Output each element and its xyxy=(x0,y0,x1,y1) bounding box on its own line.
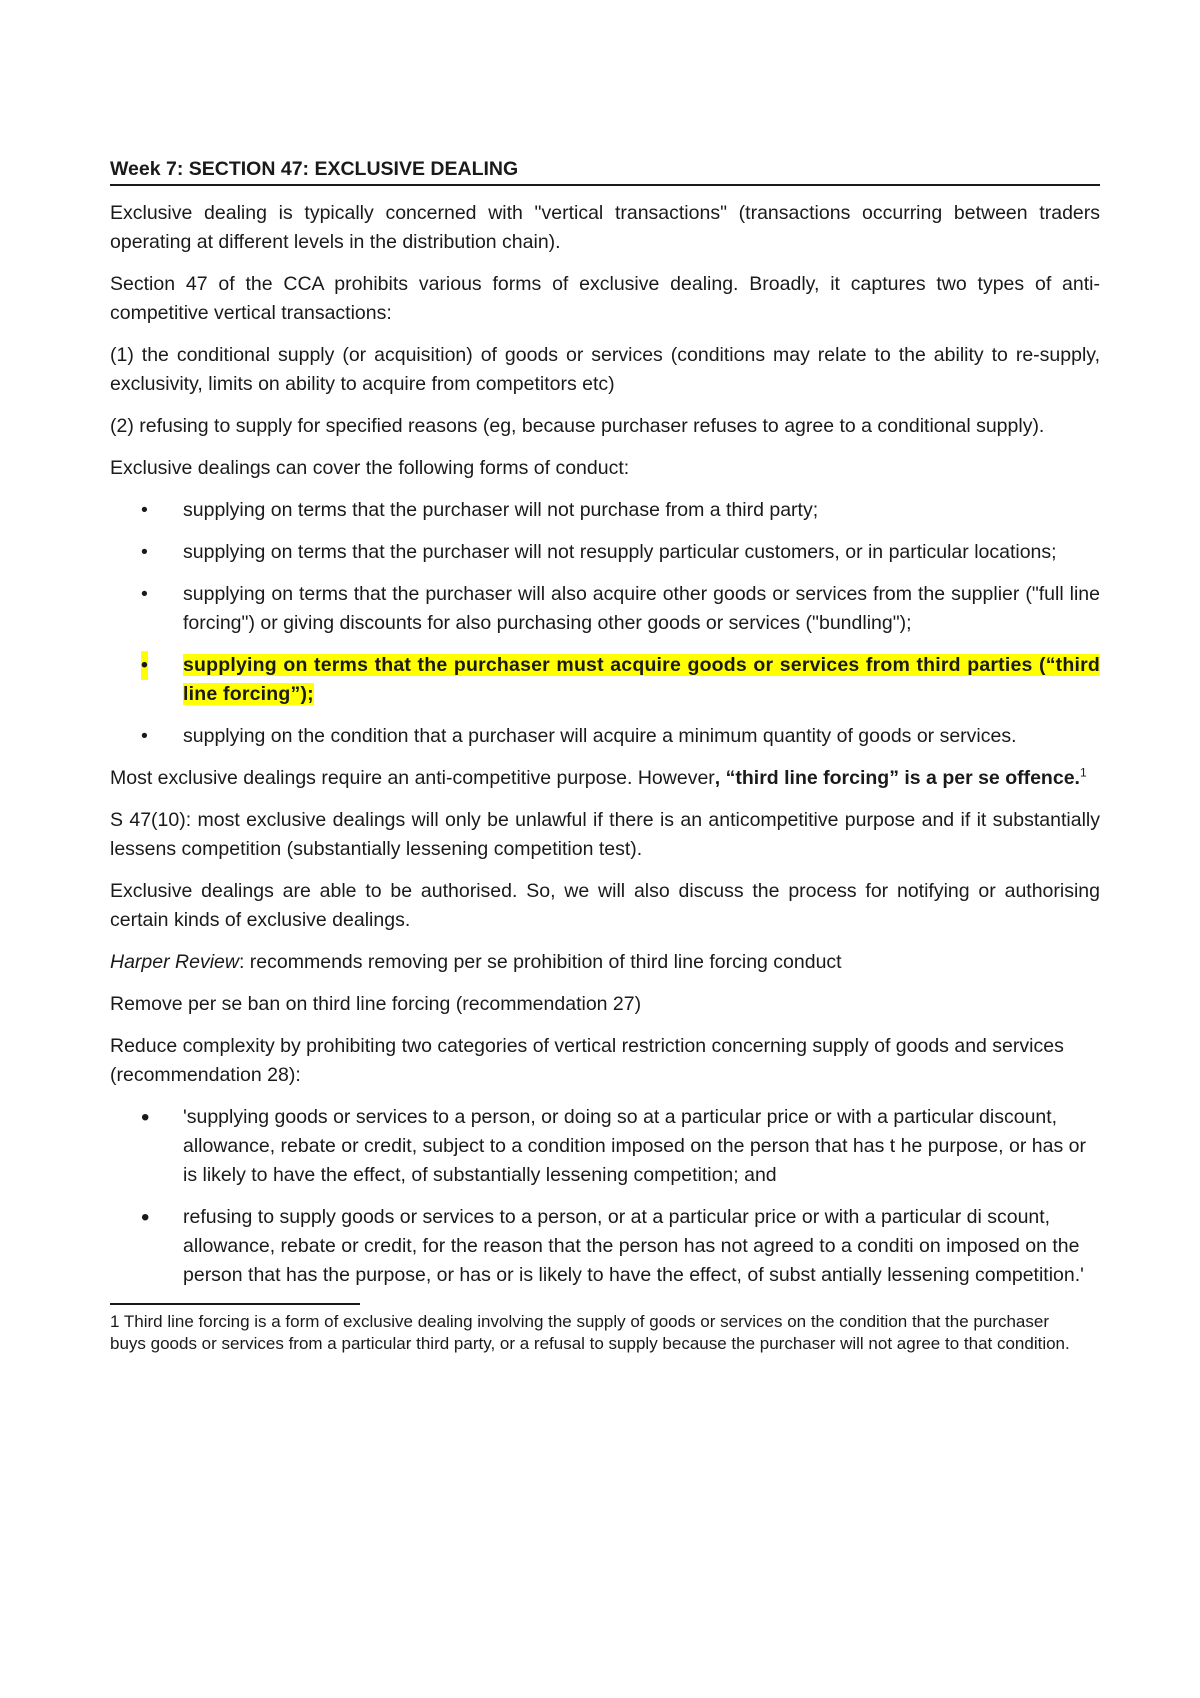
paragraph-recommendation-28: Reduce complexity by prohibiting two categories of vertical restriction concerning supply of goods and services (recommendation 28): xyxy=(110,1035,1064,1086)
bullet-icon: • xyxy=(141,583,148,605)
page-title: Week 7: SECTION 47: EXCLUSIVE DEALING xyxy=(110,156,1100,186)
footnote: 1 Third line forcing is a form of exclusive dealing involving the supply of goods or services on the condition that the purchaser buys goods or services from a particular third party, or a refusal to supply because the purchaser will not agree to that condition. xyxy=(110,1312,1070,1353)
bullet-icon: • xyxy=(141,541,148,563)
harper-review-label: Harper Review xyxy=(110,951,239,973)
bullet-icon: • xyxy=(141,651,148,680)
footnote-reference: 1 xyxy=(1079,765,1087,780)
paragraph-s47-10: S 47(10): most exclusive dealings will only be unlawful if there is an anticompetitive purpose and if it substantially lessens competition (substantially lessening competition test). xyxy=(110,809,1100,860)
list-item xyxy=(110,538,1100,567)
paragraph-per-se xyxy=(110,764,1100,793)
list-item-text: supplying on the condition that a purchaser will acquire a minimum quantity of goods or services. xyxy=(183,725,1017,747)
bullet-icon: • xyxy=(141,1204,150,1231)
list-item-text: supplying on terms that the purchaser will also acquire other goods or services from the supplier ("full line forcing") or giving discounts for also purchasing other goods or services ("bundling"); xyxy=(183,583,1100,634)
list-item xyxy=(110,580,1100,638)
list-item-text: supplying on terms that the purchaser will not resupply particular customers, or in particular locations; xyxy=(183,541,1057,563)
bullet-icon: • xyxy=(141,1104,150,1131)
recommendation-list xyxy=(110,1103,1100,1290)
list-item xyxy=(110,1103,1100,1190)
footnote-divider xyxy=(110,1303,360,1305)
paragraph-authorisation: Exclusive dealings are able to be authorised. So, we will also discuss the process for notifying or authorising certain kinds of exclusive dealings. xyxy=(110,880,1100,931)
list-item xyxy=(110,722,1100,751)
bullet-icon: • xyxy=(141,499,148,521)
paragraph-recommendation-27: Remove per se ban on third line forcing (recommendation 27) xyxy=(110,993,642,1015)
list-item-text: refusing to supply goods or services to a person, or at a particular price or with a particular di scount, allowance, rebate or credit, for the reason that the person has not agreed to a conditi on imposed on the person that has the purpose, or has or is likely to have the effect, of subst antially lessening competition.' xyxy=(183,1206,1084,1286)
list-item-text: supplying on terms that the purchaser will not purchase from a third party; xyxy=(183,499,819,521)
paragraph-conduct-intro: Exclusive dealings can cover the following forms of conduct: xyxy=(110,457,630,479)
list-item-text: 'supplying goods or services to a person, or doing so at a particular price or with a particular discount, allowance, rebate or credit, subject to a condition imposed on the person that has t he purpose, or has or is likely to have the effect, of substantially lessening competition; and xyxy=(183,1106,1086,1186)
paragraph-section-47: Section 47 of the CCA prohibits various forms of exclusive dealing. Broadly, it captures two types of anti-competitive vertical transactions: xyxy=(110,273,1100,324)
paragraph-intro: Exclusive dealing is typically concerned with "vertical transactions" (transactions occurring between traders operating at different levels in the distribution chain). xyxy=(110,202,1100,253)
paragraph-refusing-supply: (2) refusing to supply for specified reasons (eg, because purchaser refuses to agree to a conditional supply). xyxy=(110,415,1045,437)
highlighted-text: supplying on terms that the purchaser must acquire goods or services from third parties (“third line forcing”); xyxy=(183,654,1100,705)
list-item xyxy=(110,1203,1100,1290)
per-se-text: Most exclusive dealings require an anti-competitive purpose. However xyxy=(110,767,715,789)
paragraph-conditional-supply: (1) the conditional supply (or acquisition) of goods or services (conditions may relate to the ability to re-supply, exclusivity, limits on ability to acquire from competitors etc) xyxy=(110,344,1100,395)
document-page xyxy=(110,156,1100,1355)
paragraph-harper-review xyxy=(110,948,1100,977)
harper-review-text: : recommends removing per se prohibition of third line forcing conduct xyxy=(238,951,842,973)
per-se-bold-text: , “third line forcing” is a per se offence. xyxy=(714,767,1080,789)
list-item-highlighted xyxy=(110,651,1100,709)
bullet-icon: • xyxy=(141,725,148,747)
list-item xyxy=(110,496,1100,525)
conduct-list xyxy=(110,496,1100,751)
